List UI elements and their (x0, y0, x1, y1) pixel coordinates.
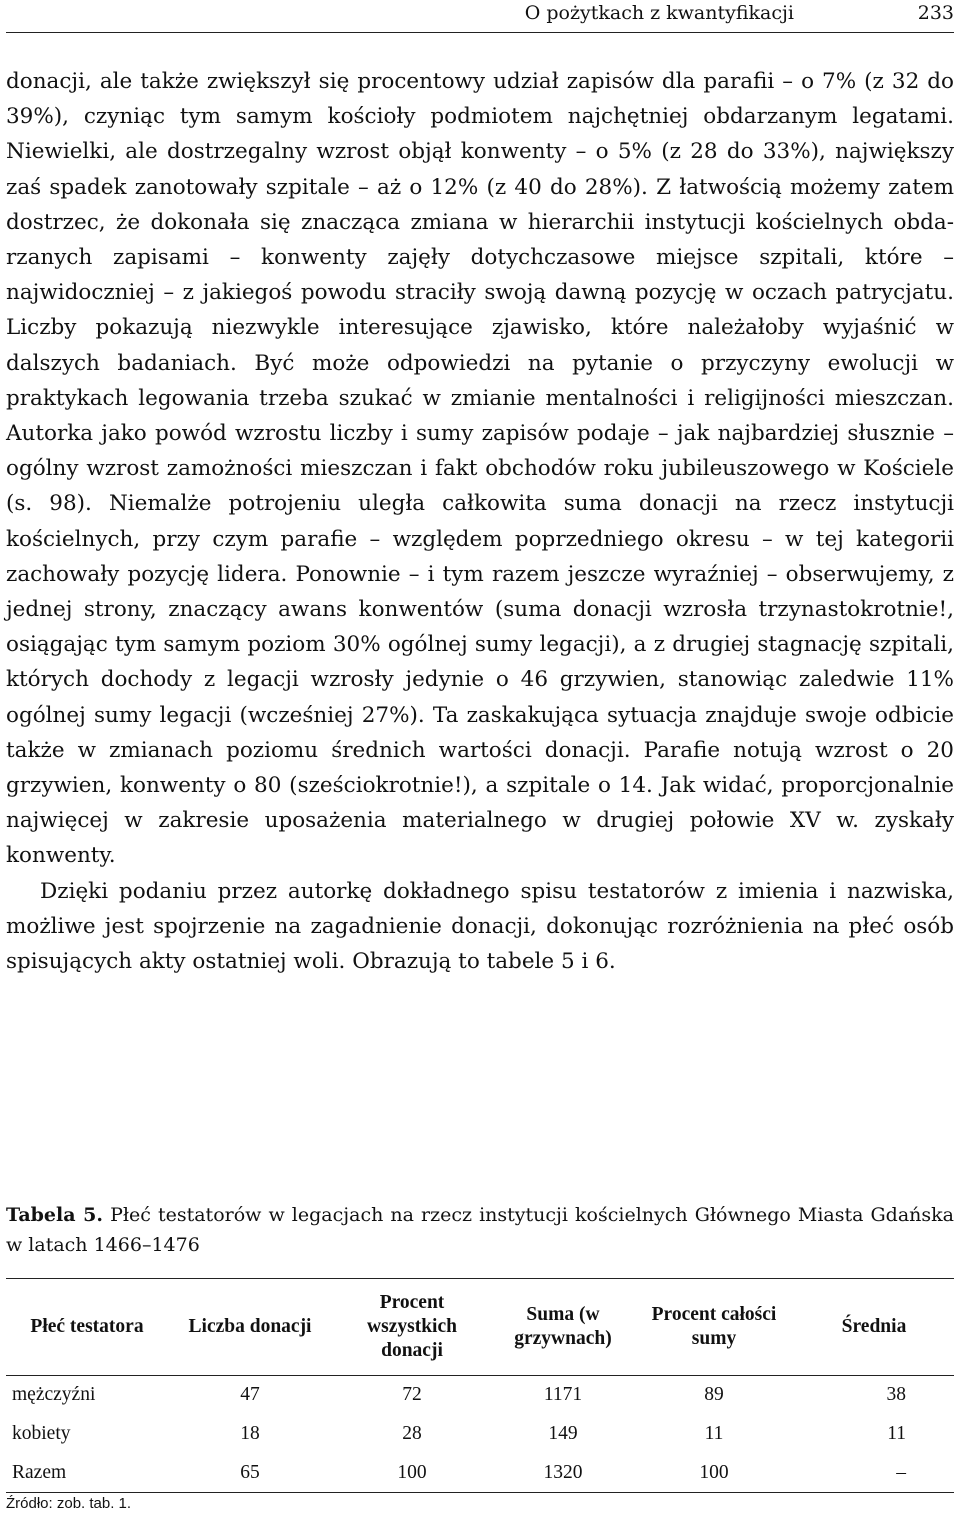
column-header: Średnia (794, 1279, 954, 1376)
table-caption (6, 1200, 954, 1260)
table-cell: 1171 (543, 1384, 583, 1406)
table-caption-text: Płeć testatorów w legacjach na rzecz instytucji kościelnych Głównego Miasta Gdańska w latach 1466–1476 (6, 1204, 954, 1256)
table-cell: 18 (240, 1423, 260, 1444)
table-row (6, 1376, 954, 1415)
table-cell: 89 (704, 1384, 724, 1406)
table-header-row (6, 1279, 954, 1376)
table-cell: 100 (332, 1454, 492, 1493)
table-cell: 1320 (492, 1454, 634, 1493)
body-text (6, 64, 954, 979)
table-cell: 38 (886, 1384, 906, 1406)
paragraph-1: donacji, ale także zwiększył się procentowy udział zapisów dla parafii – o 7% (z 32 do 39%), czyniąc tym samym kościoły podmiotem najchętniej obdarzanym legatami. Niewielki, ale dostrzegalny wzrost objął konwenty – o 5% (z 28 do 33%), największy zaś spadek zanotowały szpitale – aż o 12% (z 40 do 28%). Z łatwością możemy zatem dostrzec, że dokonała się znacząca zmiana w hierarchii instytucji kościelnych obdarzanych zapisami – konwenty zajęły dotychczasowe miejsce szpitali, które – najwidoczniej – z jakiegoś powodu straciły swoją dawną pozycję w oczach patrycjatu. Liczby pokazują niezwykle interesujące zjawisko, które należałoby wyjaśnić w dalszych badaniach. Być może odpowiedzi na pytanie o przyczyny ewolucji w praktykach legowania trzeba szukać w zmianie mentalności i religijności mieszczan. Autorka jako powód wzrostu liczby i sumy zapisów podaje – jak najbardziej słusznie – ogólny wzrost zamożności mieszczan i fakt obchodów roku jubileuszowego w Kościele (s. 98). Niemalże potrojeniu uległa całkowita suma donacji na rzecz instytucji kościelnych, przy czym parafie – względem poprzedniego okresu – w tej kategorii zachowały pozycję lidera. Ponownie – i tym razem jeszcze wyraźniej – obserwujemy, z jednej strony, znaczący awans konwentów (suma donacji wzrosła trzynastokrotnie!, osiągając tym samym poziom 30% ogólnej sumy legacji), a z drugiej stagnację szpitali, których dochody z legacji wzrosły jedynie o 46 grzywien, stanowiąc zaledwie 11% ogólnej sumy legacji (wcześniej 27%). Ta zaskakująca sytuacja znajduje swoje odbicie także w zmianach poziomu średnich wartości donacji. Parafie notują wzrost o 20 grzywien, konwenty o 80 (sześciokrotnie!), a szpitale o 14. Jak widać, proporcjonalnie najwięcej w zakresie uposażenia materialnego w drugiej połowie XV w. zyskały konwenty. (6, 69, 954, 869)
table-cell: 47 (240, 1384, 260, 1406)
source-note: Źródło: zob. tab. 1. (6, 1495, 132, 1512)
column-header: Liczba donacji (168, 1279, 332, 1376)
table-cell: 11 (887, 1423, 906, 1444)
column-header: Płeć testatora (6, 1279, 168, 1376)
column-header: Suma (w grzywnach) (492, 1279, 634, 1376)
table-cell: mężczyźni (12, 1384, 96, 1406)
data-table (6, 1278, 954, 1493)
table-cell: 65 (168, 1454, 332, 1493)
page-number: 233 (917, 2, 954, 24)
table-cell: – (794, 1454, 954, 1493)
table-row (6, 1454, 954, 1493)
table-cell: 100 (634, 1454, 794, 1493)
table-cell: 149 (548, 1423, 578, 1444)
table-cell: 72 (402, 1384, 422, 1406)
table-cell: kobiety (12, 1423, 71, 1444)
column-header: Procent całości sumy (634, 1279, 794, 1376)
running-head (6, 0, 954, 33)
table-cell: 28 (402, 1423, 422, 1444)
column-header: Procent wszystkich donacji (332, 1279, 492, 1376)
running-head-title: O pożytkach z kwantyfikacji (524, 2, 794, 24)
table-caption-label: Tabela 5. (6, 1204, 104, 1226)
table-cell: Razem (6, 1454, 168, 1493)
table-cell: 11 (704, 1423, 724, 1444)
table-row (6, 1415, 954, 1454)
paragraph-2: Dzięki podaniu przez autorkę dokładnego spisu testatorów z imienia i nazwiska, możliwe jest spojrzenie na zagadnienie donacji, dokonując rozróżnienia na płeć osób spisujących akty ostatniej woli. Obrazują to tabele 5 i 6. (6, 878, 954, 975)
